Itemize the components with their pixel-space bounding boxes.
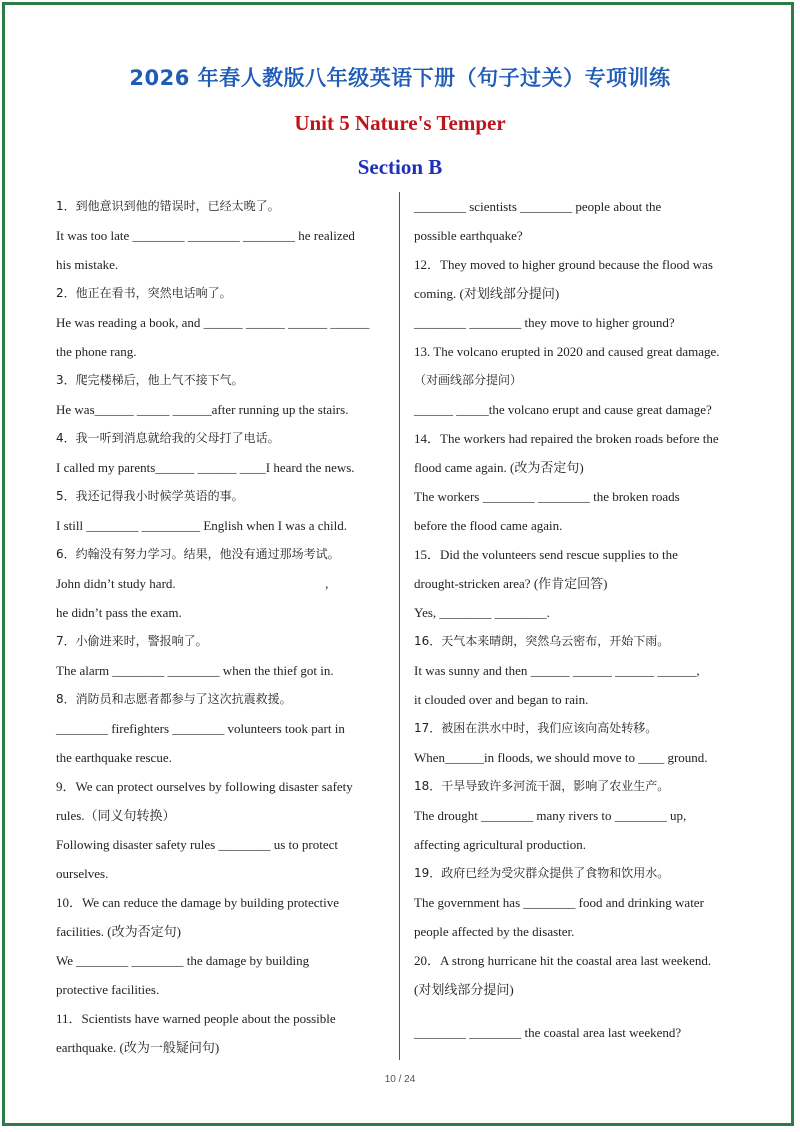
question-line: The alarm ________ ________ when the thief got in.: [56, 663, 334, 678]
question-line: 10．We can reduce the damage by building protective: [56, 895, 340, 910]
question-line: facilities. (改为否定句): [56, 924, 181, 939]
question-line: ________ ________ the coastal area last weekend?: [414, 1025, 682, 1040]
unit-heading: Unit 5 Nature's Temper: [294, 111, 506, 135]
left-column: [56, 192, 386, 1062]
question-line: John didn’t study hard. ,: [56, 576, 329, 591]
question-line: The government has ________ food and drinking water: [414, 895, 704, 910]
question-line: protective facilities.: [56, 982, 160, 997]
question-line: 17．被困在洪水中时，我们应该向高处转移。: [414, 721, 658, 735]
question-line: ______ _____the volcano erupt and cause great damage?: [414, 402, 712, 417]
question-line: It was sunny and then ______ ______ ______ ______,: [414, 663, 700, 678]
question-line: his mistake.: [56, 257, 119, 272]
question-line: possible earthquake?: [414, 228, 523, 243]
question-line: 15．Did the volunteers send rescue supplies to the: [414, 547, 678, 562]
question-line: he didn’t pass the exam.: [56, 605, 182, 620]
question-line: it clouded over and began to rain.: [414, 692, 589, 707]
question-line: The workers ________ ________ the broken roads: [414, 489, 680, 504]
right-column: [414, 192, 749, 1047]
question-line: 1．到他意识到他的错误时，已经太晚了。: [56, 199, 280, 213]
question-line: 5．我还记得我小时候学英语的事。: [56, 489, 244, 503]
question-line: He was______ _____ ______after running up the stairs.: [56, 402, 349, 417]
question-line: I still ________ _________ English when I was a child.: [56, 518, 348, 533]
question-line: 8．消防员和志愿者都参与了这次抗震救援。: [56, 692, 292, 706]
column-divider: [399, 192, 400, 1060]
question-line: 4．我一听到消息就给我的父母打了电话。: [56, 431, 280, 445]
question-line: the phone rang.: [56, 344, 137, 359]
question-line: ourselves.: [56, 866, 109, 881]
question-line: 11．Scientists have warned people about the possible: [56, 1011, 336, 1026]
question-line: 19．政府已经为受灾群众提供了食物和饮用水。: [414, 866, 670, 880]
question-line: （对画线部分提问）: [414, 373, 523, 387]
question-line: 14．The workers had repaired the broken roads before the: [414, 431, 719, 446]
page-number: 10 / 24: [384, 1074, 416, 1085]
question-line: I called my parents______ ______ ____I heard the news.: [56, 460, 355, 475]
question-line: drought-stricken area? (作肯定回答): [414, 576, 608, 591]
question-line: ________ ________ they move to higher ground?: [414, 315, 675, 330]
question-line: the earthquake rescue.: [56, 750, 172, 765]
question-line: before the flood came again.: [414, 518, 563, 533]
question-line: Yes, ________ ________.: [414, 605, 550, 620]
question-line: 9．We can protect ourselves by following disaster safety: [56, 779, 353, 794]
question-line: Following disaster safety rules ________ us to protect: [56, 837, 338, 852]
question-line: 12．They moved to higher ground because the flood was: [414, 257, 713, 272]
question-line: coming. (对划线部分提问): [414, 286, 560, 301]
question-line: 6．约翰没有努力学习。结果，他没有通过那场考试。: [56, 547, 340, 561]
section-heading: Section B: [357, 155, 443, 179]
question-line: (对划线部分提问): [414, 982, 514, 997]
question-line: The drought ________ many rivers to ________ up,: [414, 808, 687, 823]
question-line: affecting agricultural production.: [414, 837, 586, 852]
question-line: ________ scientists ________ people about the: [414, 199, 662, 214]
question-line: 16．天气本来晴朗，突然乌云密布，开始下雨。: [414, 634, 670, 648]
question-line: When______in floods, we should move to ____ ground.: [414, 750, 708, 765]
question-line: people affected by the disaster.: [414, 924, 575, 939]
question-line: rules.（同义句转换）: [56, 808, 176, 823]
question-line: 13. The volcano erupted in 2020 and caused great damage.: [414, 344, 720, 359]
question-line: 18．干旱导致许多河流干涸，影响了农业生产。: [414, 779, 670, 793]
question-line: 20．A strong hurricane hit the coastal area last weekend.: [414, 953, 712, 968]
question-line: earthquake. (改为一般疑问句): [56, 1040, 220, 1055]
question-line: 2．他正在看书，突然电话响了。: [56, 286, 232, 300]
spacer: [414, 1004, 749, 1018]
question-line: We ________ ________ the damage by building: [56, 953, 310, 968]
page-title: 2026 年春人教版八年级英语下册（句子过关）专项训练: [129, 66, 671, 90]
question-line: flood came again. (改为否定句): [414, 460, 584, 475]
question-line: He was reading a book, and ______ ______ ______ ______: [56, 315, 370, 330]
question-line: ________ firefighters ________ volunteers took part in: [56, 721, 345, 736]
question-line: It was too late ________ ________ ________ he realized: [56, 228, 355, 243]
question-line: 7．小偷进来时，警报响了。: [56, 634, 208, 648]
question-line: 3．爬完楼梯后，他上气不接下气。: [56, 373, 244, 387]
